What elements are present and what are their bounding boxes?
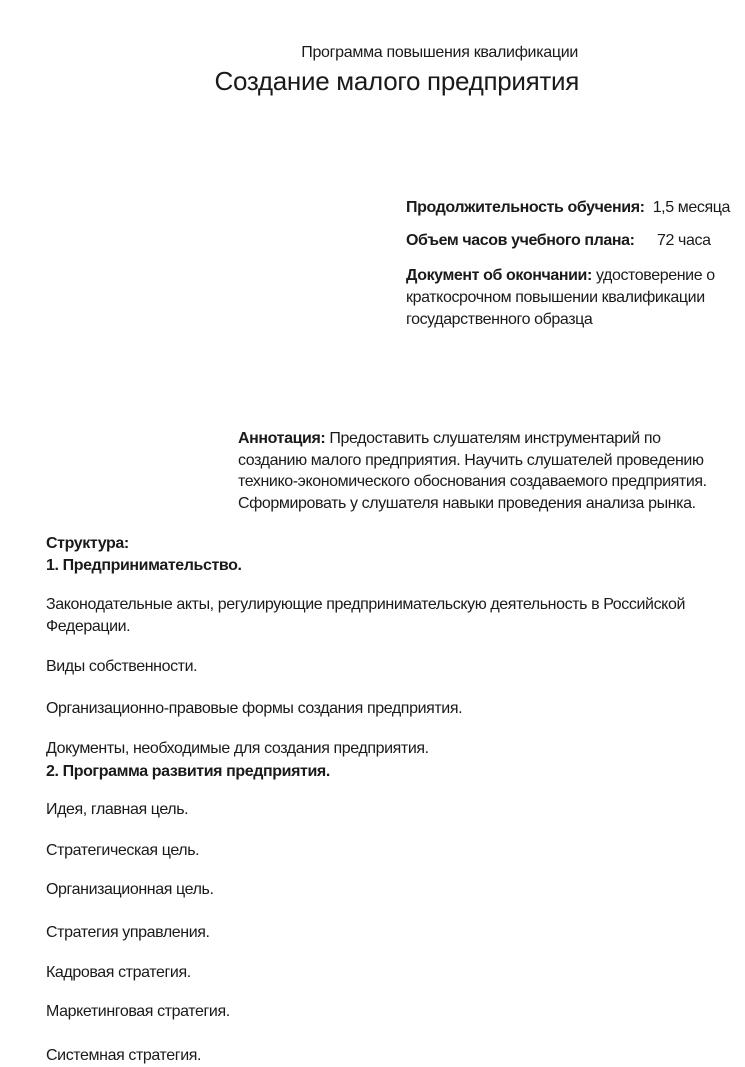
hours-label: Объем часов учебного плана: bbox=[406, 232, 635, 249]
list-item: Стратегия управления. bbox=[46, 924, 210, 941]
duration-label: Продолжительность обучения: bbox=[406, 199, 645, 216]
annotation-label: Аннотация: bbox=[238, 430, 326, 447]
hours-value: 72 часа bbox=[657, 232, 711, 249]
page-title: Создание малого предприятия bbox=[214, 66, 579, 96]
program-subtitle: Программа повышения квалификации bbox=[301, 44, 578, 61]
list-item: Федерации. bbox=[46, 618, 131, 635]
list-item: Виды собственности. bbox=[46, 658, 198, 675]
annotation-text: Предоставить слушателям инструментарий по созданию малого предприятия. Научить слушателей проведению технико-экономического обоснования создаваемого предприятия. Сформировать у слушателя навыки проведения анализа рынка. bbox=[238, 430, 707, 512]
section-title-2: 2. Программа развития предприятия. bbox=[46, 763, 330, 780]
document-value-line1: удостоверение о bbox=[595, 267, 715, 284]
list-item: Стратегическая цель. bbox=[46, 842, 200, 859]
hours-row bbox=[406, 230, 635, 252]
document-label: Документ об окончании: bbox=[406, 267, 592, 284]
duration-row bbox=[406, 197, 730, 219]
structure-heading: Структура: bbox=[46, 535, 129, 552]
list-item: Организационно-правовые формы создания предприятия. bbox=[46, 700, 463, 717]
list-item: Системная стратегия. bbox=[46, 1047, 202, 1064]
document-value-line3: государственного образца bbox=[406, 311, 593, 328]
list-item: Кадровая стратегия. bbox=[46, 964, 191, 981]
list-item: Законодательные акты, регулирующие предпринимательскую деятельность в Российской bbox=[46, 596, 686, 613]
document-row bbox=[406, 265, 715, 287]
annotation bbox=[238, 428, 733, 514]
list-item: Документы, необходимые для создания предприятия. bbox=[46, 740, 429, 757]
list-item: Маркетинговая стратегия. bbox=[46, 1003, 230, 1020]
document-value-line2: краткосрочном повышении квалификации bbox=[406, 289, 705, 306]
list-item: Организационная цель. bbox=[46, 881, 214, 898]
section-title-1: 1. Предпринимательство. bbox=[46, 557, 242, 574]
list-item: Идея, главная цель. bbox=[46, 801, 189, 818]
duration-value: 1,5 месяца bbox=[652, 199, 731, 216]
